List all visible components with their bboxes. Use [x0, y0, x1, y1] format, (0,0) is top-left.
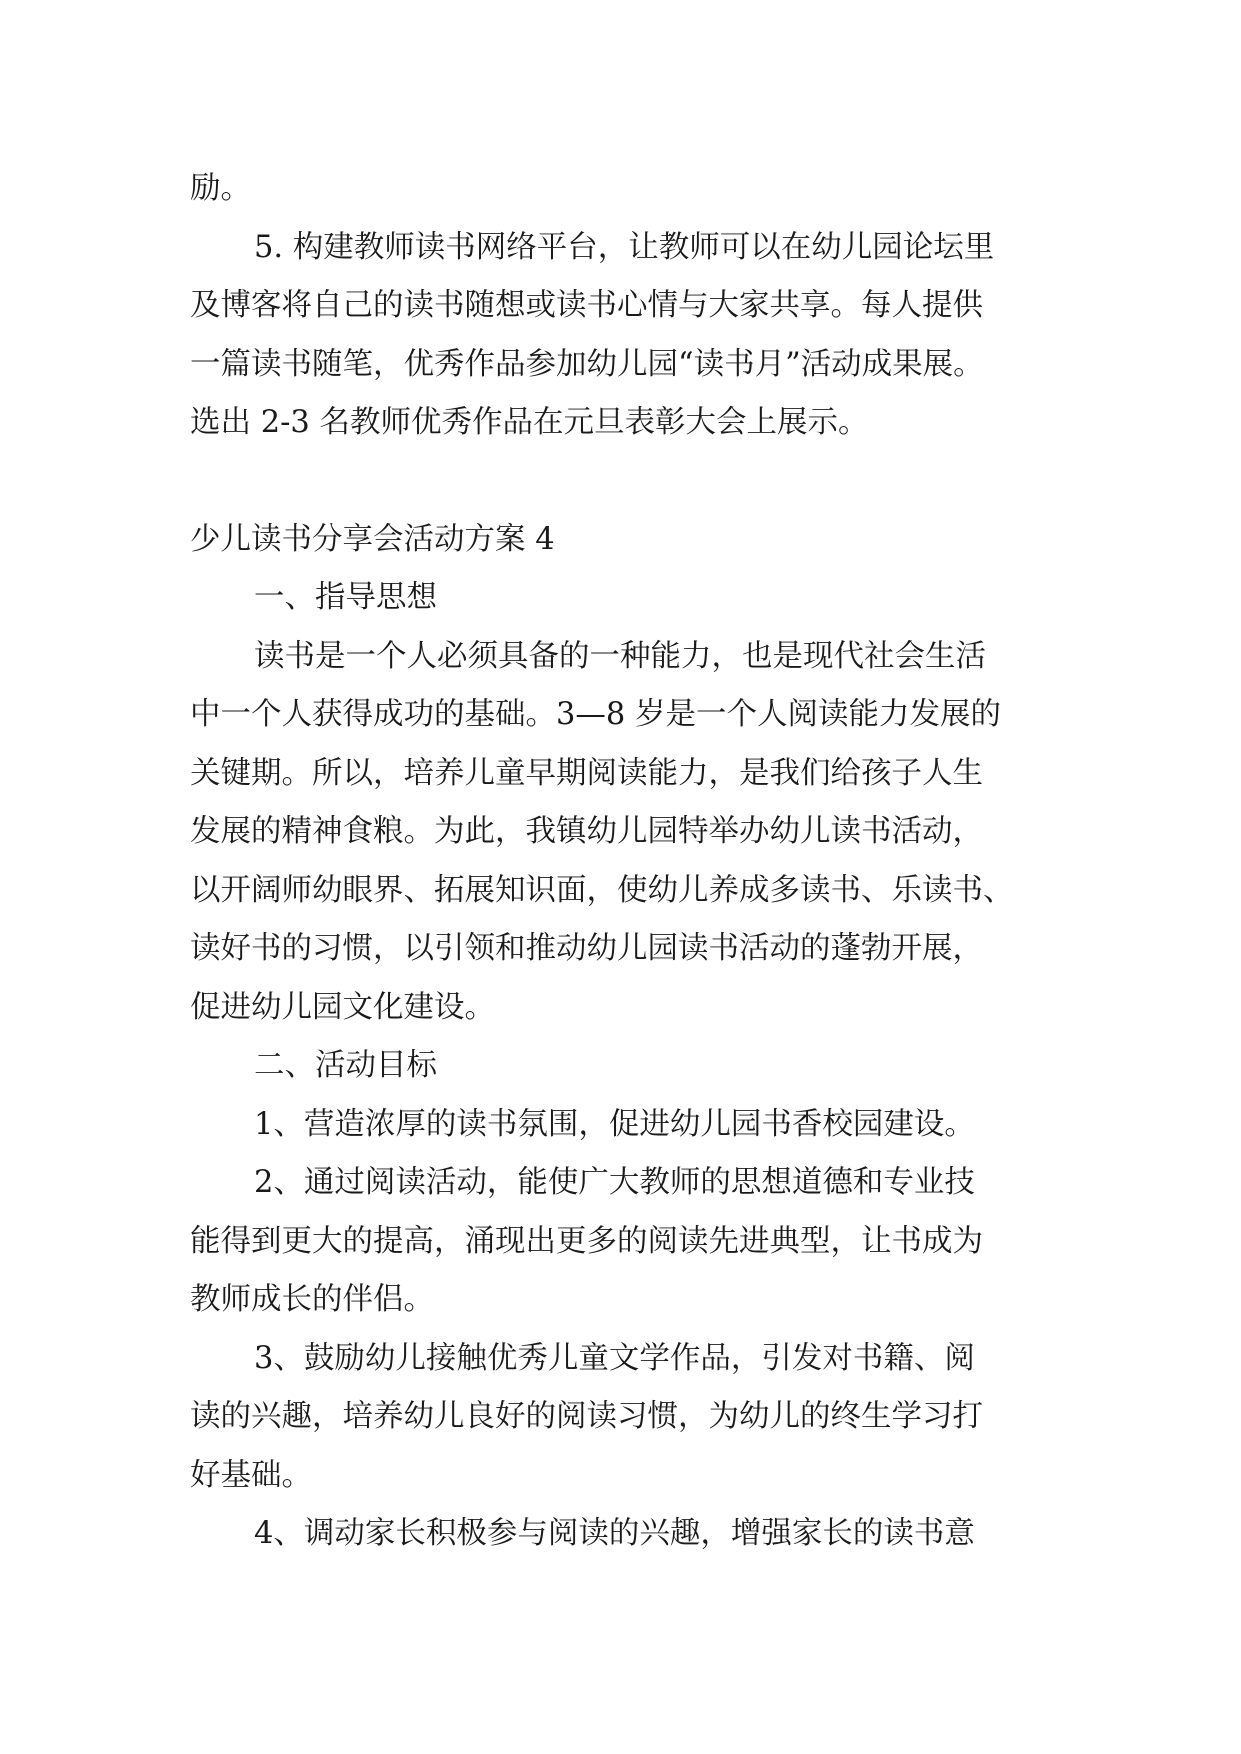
text-line: 一篇读书随笔，优秀作品参加幼儿园“读书月”活动成果展。: [190, 346, 984, 382]
text-line: 3、鼓励幼儿接触优秀儿童文学作品，引发对书籍、阅: [254, 1340, 975, 1376]
text-line: 2、通过阅读活动，能使广大教师的思想道德和专业技: [254, 1165, 975, 1200]
text-line: 中一个人获得成功的基础。3—8 岁是一个人阅读能力发展的: [190, 697, 1002, 732]
text-line: 5. 构建教师读书网络平台，让教师可以在幼儿园论坛里: [254, 229, 995, 265]
section-title: 少儿读书分享会活动方案 4: [190, 521, 555, 557]
text-line: 励。: [190, 171, 251, 206]
text-line: 1、营造浓厚的读书氛围，促进幼儿园书香校园建设。: [254, 1106, 975, 1142]
section-heading: 二、活动目标: [254, 1048, 437, 1083]
text-line: 促进幼儿园文化建设。: [190, 989, 495, 1025]
text-line: 发展的精神食粮。为此，我镇幼儿园特举办幼儿读书活动，: [190, 814, 983, 849]
text-line: 教师成长的伴侣。: [190, 1282, 434, 1317]
text-line: 选出 2-3 名教师优秀作品在元旦表彰大会上展示。: [190, 405, 869, 440]
text-line: 读好书的习惯，以引领和推动幼儿园读书活动的蓬勃开展，: [190, 931, 983, 966]
text-line: 读的兴趣，培养幼儿良好的阅读习惯，为幼儿的终生学习打: [190, 1399, 983, 1434]
section-gap: [190, 453, 1050, 511]
text-line: 4、调动家长积极参与阅读的兴趣，增强家长的读书意: [254, 1516, 975, 1551]
text-line: 及博客将自己的读书随想或读书心情与大家共享。每人提供: [190, 288, 983, 323]
text-line: 读书是一个人必须具备的一种能力，也是现代社会生活: [254, 638, 986, 674]
text-line: 好基础。: [190, 1457, 312, 1493]
document-body: [190, 160, 1050, 1564]
text-line: 以开阔师幼眼界、拓展知识面，使幼儿养成多读书、乐读书、: [190, 872, 1014, 908]
text-line: 能得到更大的提高，涌现出更多的阅读先进典型，让书成为: [190, 1223, 983, 1259]
section-heading: 一、指导思想: [254, 580, 437, 615]
text-line: 关键期。所以，培养儿童早期阅读能力，是我们给孩子人生: [190, 755, 983, 791]
